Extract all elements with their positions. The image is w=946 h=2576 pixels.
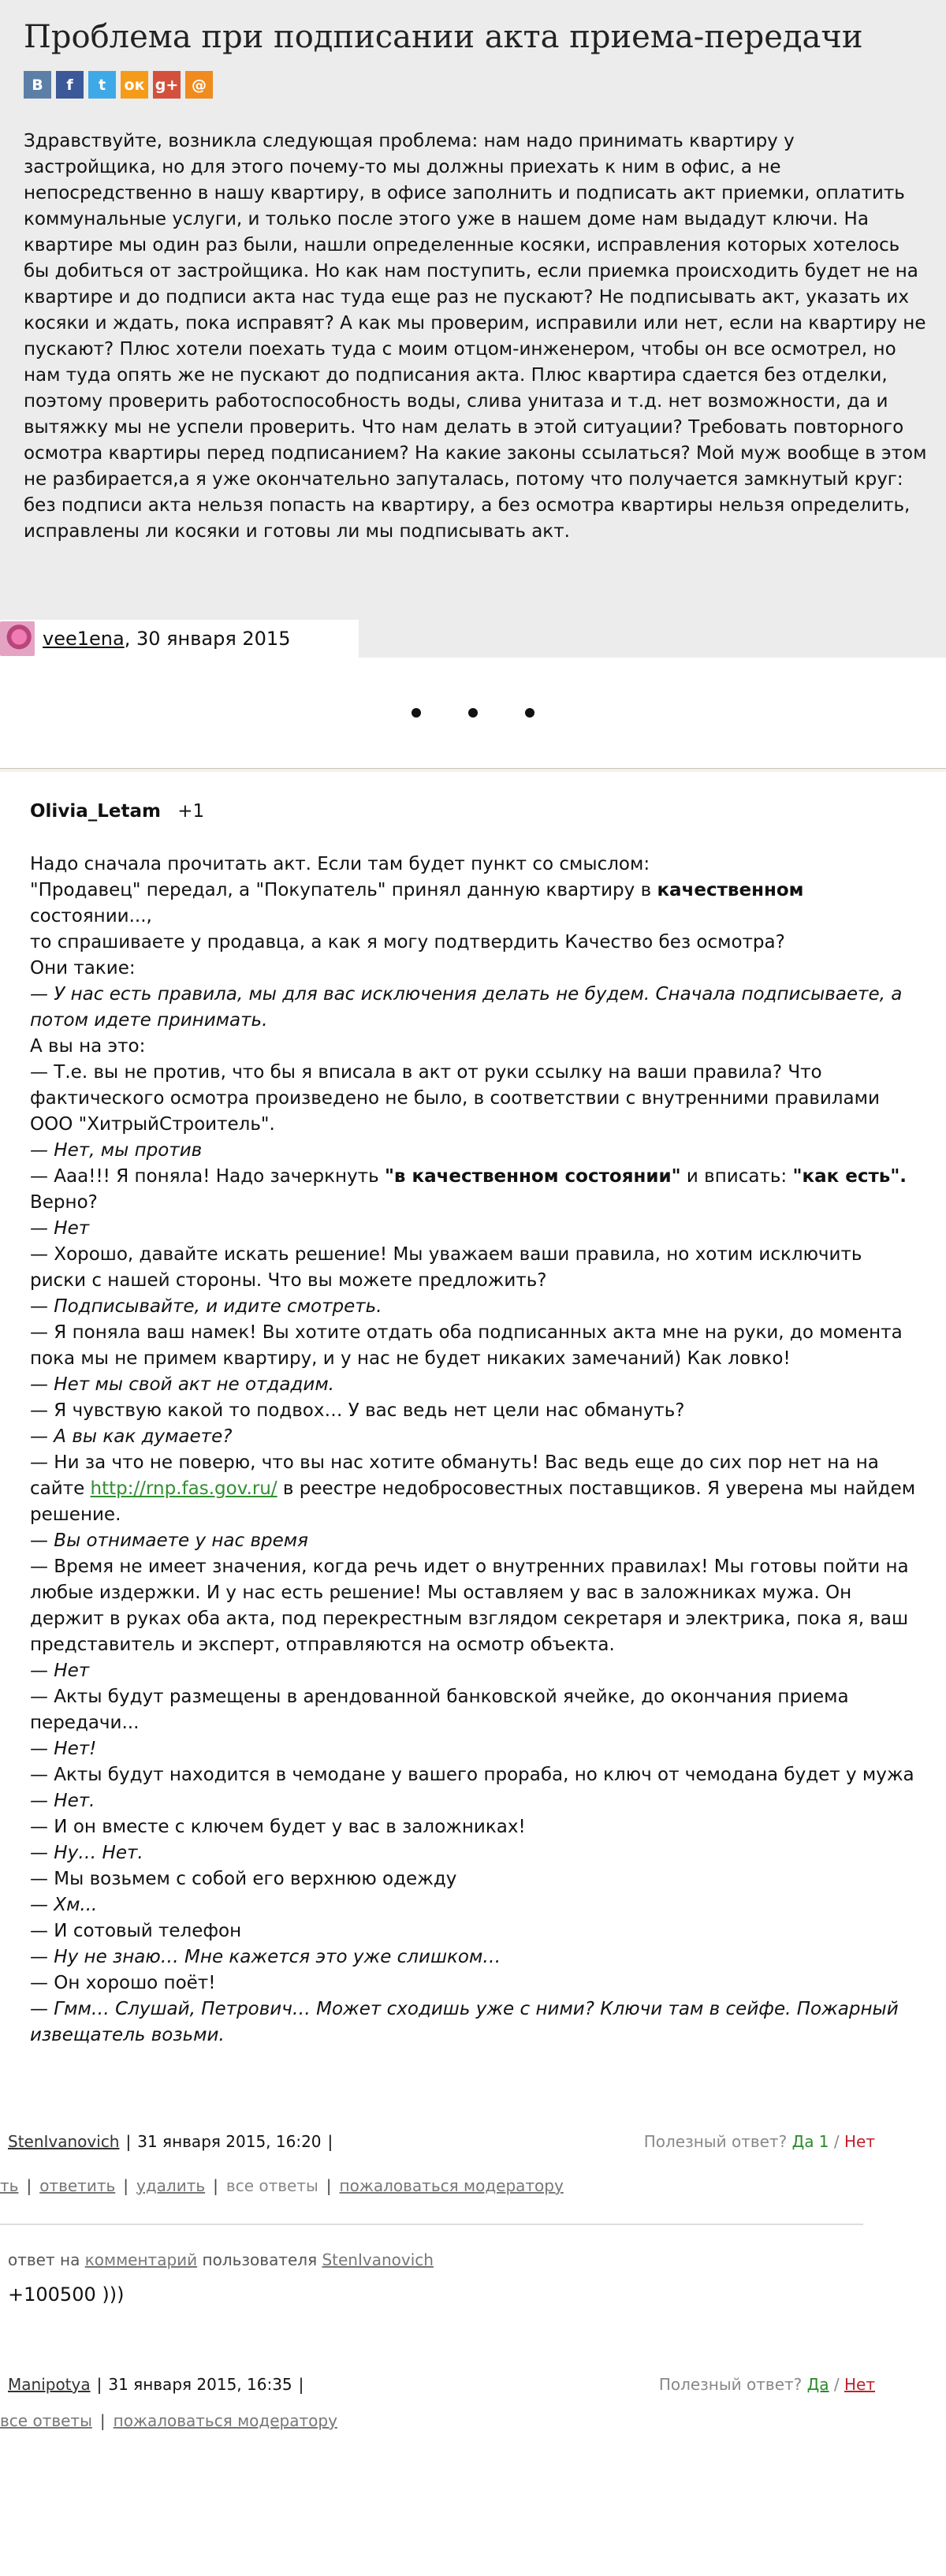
answer-author[interactable]: Olivia_Letam (30, 801, 161, 822)
dot-icon (468, 708, 478, 718)
dot-icon (412, 708, 421, 718)
comment-meta: Manipotya | 31 января 2015, 16:35 | Полезный ответ? Да / Нет (8, 2375, 875, 2394)
answer-score: +1 (177, 801, 205, 822)
google-plus-icon[interactable]: g+ (153, 71, 181, 99)
all-answers-link[interactable]: все ответы (225, 2176, 318, 2195)
answer-line: — Я поняла ваш намек! Вы хотите отдать оба подписанных акта мне на руки, до момента пока мы не примем квартиру, и у нас не будет никаких замечаний) Как ловко! (30, 1322, 903, 1369)
facebook-icon[interactable]: f (56, 71, 84, 99)
vkontakte-icon[interactable]: В (24, 71, 51, 99)
answer-line: — И сотовый телефон (30, 1921, 242, 1941)
answer-line: — Т.е. вы не против, что бы я вписала в акт от руки ссылку на ваши правила? Что фактического осмотра произведено не было, в соответствии с внутренними правилами ООО "ХитрыйСтроитель". (30, 1062, 880, 1135)
answer-line: — Ну… Нет. (30, 1843, 143, 1863)
answer-line: "Продавец" передал, а "Покупатель" принял данную квартиру в качественном (30, 880, 804, 900)
helpful-vote: Полезный ответ? Да 1 / Нет (643, 2132, 875, 2151)
helpful-vote: Полезный ответ? Да / Нет (658, 2375, 875, 2394)
answer-line: — Ааа!!! Я поняла! Надо зачеркнуть "в качественном состоянии" и вписать: "как есть". Верно? (30, 1166, 907, 1213)
answer-line: — Ни за что не поверю, что вы нас хотите обмануть! Вас ведь еще до сих пор нет на на сайте http://rnp.fas.gov.ru/ в реестре недобросовестных поставщиков. Я уверена мы найдем решение. (30, 1452, 916, 1525)
question-date: , 30 января 2015 (124, 628, 291, 650)
author-link[interactable]: vee1ena (43, 628, 125, 650)
more-dots[interactable] (0, 658, 946, 768)
vote-no-button[interactable]: Нет (844, 2132, 875, 2151)
answer-line: — Мы возьмем с собой его верхнюю одежду (30, 1869, 457, 1889)
answer-block (0, 772, 946, 2048)
comment-meta: StenIvanovich | 31 января 2015, 16:20 | Полезный ответ? Да 1 / Нет (8, 2132, 875, 2151)
mail-icon[interactable]: @ (185, 71, 213, 99)
reply-user-link[interactable]: StenIvanovich (322, 2250, 434, 2269)
reply-context: ответ на комментарий пользователя StenIvanovich (8, 2250, 434, 2269)
answer-line: — Нет (30, 1661, 90, 1681)
odnoklassniki-icon[interactable]: ок (121, 71, 148, 99)
comment-actions: ть | ответить | удалить | все ответы | пожаловаться модератору (0, 2176, 564, 2195)
answer-line: — Акты будут находится в чемодане у вашего прораба, но ключ от чемодана будет у мужа (30, 1765, 914, 1785)
share-bar (24, 71, 922, 99)
reply-button[interactable]: ответить (39, 2176, 116, 2195)
answer-line: — Хм... (30, 1895, 98, 1915)
answer-line: А вы на это: (30, 1036, 146, 1057)
action-link[interactable]: ть (0, 2176, 19, 2195)
reply-text: +100500 ))) (8, 2283, 125, 2306)
answer-line: — Ну не знаю… Мне кажется это уже слишком… (30, 1947, 501, 1967)
answer-line: — Подписывайте, и идите смотреть. (30, 1296, 382, 1317)
all-answers-link[interactable]: все ответы (0, 2411, 92, 2430)
question-block (0, 0, 946, 658)
vote-no-button[interactable]: Нет (844, 2375, 875, 2394)
delete-button[interactable]: удалить (136, 2176, 206, 2195)
answer-line: — Нет, мы против (30, 1140, 203, 1161)
answer-header (30, 799, 916, 825)
answer-line: — Нет (30, 1218, 90, 1239)
answer-line: — Время не имеет значения, когда речь идет о внутренних правилах! Мы готовы пойти на любые издержки. И у нас есть решение! Мы оставляем у вас в заложниках мужа. Он держит в руках оба акта, под перекрестным взглядом секретаря и электрика, пока я, ваш представитель и эксперт, отправляются на осмотр объекта. (30, 1556, 909, 1655)
question-title: Проблема при подписании акта приема-передачи (24, 19, 863, 55)
question-text: Здравствуйте, возникла следующая проблема: нам надо принимать квартиру у застройщика, но для этого почему-то мы должны приехать к ним в офис, а не непосредственно в нашу квартиру, в офисе заполнить и подписать акт приемки, оплатить коммунальные услуги, и только после этого уже в нашем доме нам выдадут ключи. На квартире мы один раз были, нашли определенные косяки, исправления которых хотелось бы добиться от застройщика. Но как нам поступить, если приемка происходить будет не на квартире и до подписи акта нас туда еще раз не пускают? Не подписывать акт, указать их косяки и ждать, пока исправят? А как мы проверим, исправили или нет, если на квартиру не пускают? Плюс хотели поехать туда с моим отцом-инженером, чтобы он все осмотрел, но нам туда опять же не пускают до подписания акта. Плюс квартира сдается без отделки, поэтому проверить работоспособность воды, слива унитаза и т.д. нет возможности, да и вытяжку мы не успели проверить. Что нам делать в этой ситуации? Требовать повторного осмотра квартиры перед подписанием? На какие законы ссылаться? Мой муж вообще в этом не разбирается,а я уже окончательно запуталась, потому что получается замкнутый круг: без подписи акта нельзя попасть на квартиру, а без осмотра квартиры нельзя определить, исправлены ли косяки и готовы ли мы подписывать акт. (24, 131, 927, 542)
dot-icon (525, 708, 534, 718)
answer-line: — Я чувствую какой то подвох… У вас ведь нет цели нас обмануть? (30, 1400, 685, 1421)
comment-date: 31 января 2015, 16:20 (137, 2132, 322, 2151)
comment-date: 31 января 2015, 16:35 (108, 2375, 292, 2394)
answer-line: — Хорошо, давайте искать решение! Мы уважаем ваши правила, но хотим исключить риски с нашей стороны. Что вы можете предложить? (30, 1244, 862, 1291)
answer-line: Они такие: (30, 958, 136, 979)
answer-line: — Акты будут размещены в арендованной банковской ячейке, до окончания приема передачи... (30, 1687, 849, 1733)
avatar[interactable] (0, 621, 35, 656)
report-button[interactable]: пожаловаться модератору (339, 2176, 564, 2195)
vote-yes-button[interactable]: Да 1 (791, 2132, 829, 2151)
answer-line: состоянии..., (30, 906, 152, 926)
answer-line: — Нет. (30, 1791, 95, 1811)
answer-text (30, 852, 916, 2048)
answer-line: — Нет! (30, 1739, 97, 1759)
answer-line: Надо сначала прочитать акт. Если там будет пункт со смыслом: (30, 854, 650, 874)
answer-line: — Нет мы свой акт не отдадим. (30, 1374, 334, 1395)
twitter-icon[interactable]: t (88, 71, 116, 99)
divider (0, 2224, 863, 2225)
answer-line: то спрашиваете у продавца, а как я могу подтвердить Качество без осмотра? (30, 932, 785, 952)
comment-link[interactable]: комментарий (84, 2250, 198, 2269)
question-author (0, 620, 359, 658)
answer-line: — И он вместе с ключем будет у вас в заложниках! (30, 1817, 526, 1837)
rnp-link[interactable]: http://rnp.fas.gov.ru/ (90, 1478, 277, 1499)
answer-line: — Вы отнимаете у нас время (30, 1530, 308, 1551)
answer-line: — У нас есть правила, мы для вас исключения делать не будем. Сначала подписываете, а потом идете принимать. (30, 984, 903, 1031)
answer-line: — Гмм… Слушай, Петрович… Может сходишь уже с ними? Ключи там в сейфе. Пожарный извещатель возьми. (30, 1999, 899, 2045)
comment-author[interactable]: StenIvanovich (8, 2132, 120, 2151)
answer-line: — Он хорошо поёт! (30, 1973, 216, 1993)
report-button[interactable]: пожаловаться модератору (113, 2411, 337, 2430)
comment-author[interactable]: Manipotya (8, 2375, 91, 2394)
vote-yes-button[interactable]: Да (806, 2375, 829, 2394)
answer-line: — А вы как думаете? (30, 1426, 233, 1447)
comment-actions: все ответы | пожаловаться модератору (0, 2411, 337, 2430)
